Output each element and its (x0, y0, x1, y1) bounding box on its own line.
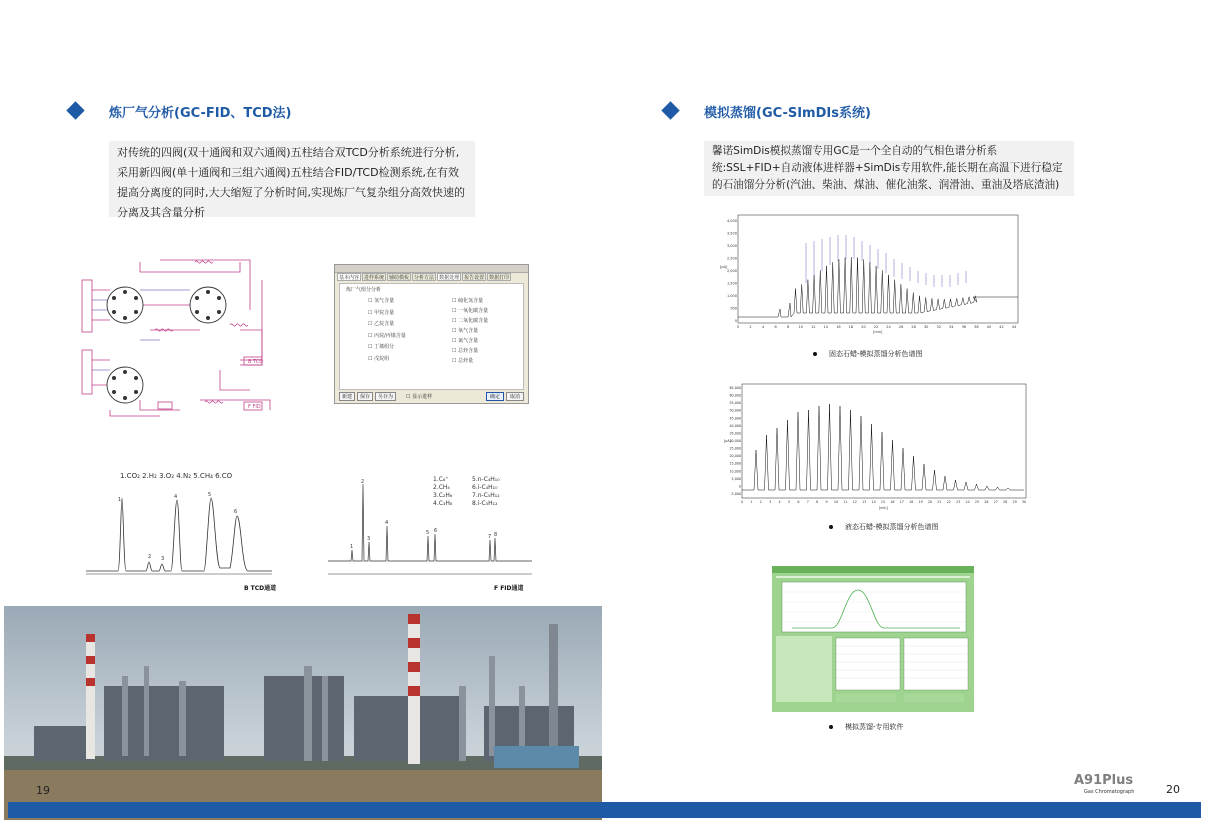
tab-injection[interactable]: 进样系统 (364, 275, 385, 281)
window-button-row (335, 392, 528, 401)
fid-detector-label: F FID (248, 404, 261, 410)
chart2-x-tick-label: 29 (1012, 500, 1017, 504)
chart2-y-tick-label: 55,000 (729, 401, 741, 406)
chart1-x-tick-label: 16 (836, 325, 841, 329)
option-item[interactable]: ☐ 丙烷/丙烯含量 (368, 332, 406, 339)
chart1-y-tick-label: 4,000 (726, 219, 737, 223)
chart2-x-tick-label: 27 (993, 500, 998, 504)
option-item[interactable]: ☐ 氮气含量 (452, 338, 479, 344)
chart2-x-tick-label: 6 (797, 500, 800, 504)
save-button[interactable]: 保存 (357, 392, 373, 401)
chart2-x-tick-label: 0 (740, 500, 744, 504)
tcd-chart-legend: 1.CO₂ 2.H₂ 3.O₂ 4.N₂ 5.CH₄ 6.CO (120, 472, 233, 480)
left-description: 对传统的四阀(双十通阀和双六通阀)五柱结合双TCD分析系统进行分析,采用新四阀(单十通阀和三组六通阀)五柱结合FID/TCD检测系统,在有效提高分离度的同时,大大缩短了分析时间,实现炼厂气复杂组分高效快速的分离及其含量分析 (109, 141, 475, 217)
chart2-y-tick-label: 15,000 (729, 461, 741, 466)
chart1-x-tick-label: 42 (999, 325, 1004, 329)
caption-solid-paraffin: 固态石蜡-模拟蒸馏分析色谱图 (813, 349, 923, 359)
chart2-x-tick-label: 8 (816, 500, 819, 504)
peak-label: 3 (161, 556, 165, 562)
left-page-number: 19 (36, 784, 50, 797)
option-item[interactable]: ☐ 一氧化碳含量 (452, 308, 489, 314)
right-description: 馨诺SimDis模拟蒸馏专用GC是一个全自动的气相色谱分析系统:SSL+FID+自动液体进样器+SimDis专用软件,能长期在高温下进行稳定的石油馏分分析(汽油、柴油、煤油、催化油浆、润滑油、重油及塔底渣油) (704, 141, 1074, 196)
peak-label: 6 (434, 528, 438, 534)
chart1-x-tick-label: 0 (736, 325, 740, 329)
chart2-x-tick-label: 11 (843, 500, 848, 504)
chart1-y-tick-label: 3,000 (726, 244, 737, 248)
window-titlebar (335, 265, 528, 273)
chart2-x-unit: [min] (879, 506, 888, 510)
chart2-x-tick-label: 12 (852, 500, 857, 504)
option-item[interactable]: ☐ 总烃含量 (452, 348, 479, 354)
chart2-x-tick-label: 22 (946, 500, 951, 504)
chart2-y-tick-label: 5,000 (731, 476, 741, 481)
tcd-channel-label: B TCD通道 (244, 585, 277, 592)
chart2-x-tick-label: 13 (862, 500, 867, 504)
options-group-title: 炼厂气组分分析 (346, 287, 382, 293)
chart2-y-tick-label: 40,000 (729, 423, 741, 428)
right-page-number: 20 (1166, 783, 1180, 796)
chart2-y-tick-label: 65,000 (729, 386, 741, 390)
option-item[interactable]: ☐ 甲烷含量 (368, 309, 395, 316)
peak-label: 6 (234, 509, 238, 515)
brand-subtitle: Gas Chromatograph (1084, 789, 1135, 795)
option-item[interactable]: ☐ 丁烯组分 (368, 344, 395, 350)
chart2-y-tick-label: 45,000 (729, 416, 741, 421)
chart2-x-tick-label: 25 (974, 500, 980, 504)
chart2-x-tick-label: 10 (833, 500, 839, 504)
peak-label: 1 (118, 497, 122, 503)
chart2-x-tick-label: 14 (871, 500, 876, 504)
chart2-x-tick-label: 5 (787, 500, 791, 504)
chart1-y-tick-label: 3,500 (726, 231, 737, 236)
option-item[interactable]: ☐ 氧气含量 (452, 328, 479, 334)
chart2-x-tick-label: 23 (956, 500, 961, 504)
chart1-x-tick-label: 20 (861, 325, 866, 329)
chart2-y-tick-label: 30,000 (729, 439, 741, 443)
chart2-x-tick-label: 1 (750, 500, 753, 504)
simdis-software-screenshot (772, 566, 974, 712)
chart2-x-tick-label: 15 (880, 500, 886, 504)
peak-label: 4 (174, 494, 178, 500)
option-item[interactable]: ☐ 氢气含量 (368, 298, 395, 304)
chart1-y-tick-label: 2,500 (726, 256, 737, 261)
fid-chromatogram (326, 476, 536, 582)
chart2-y-tick-label: -5,000 (730, 492, 741, 496)
chart2-y-tick-label: 50,000 (729, 408, 741, 413)
tab-basic[interactable]: 基本内容 (339, 275, 360, 281)
chart1-y-tick-label: 2,000 (726, 269, 737, 273)
peak-label: 5 (426, 530, 430, 536)
chart1-y-tick-label: 500 (730, 306, 737, 311)
chart2-y-tick-label: 35,000 (729, 431, 741, 436)
refinery-photo (4, 606, 602, 820)
chart2-x-tick-label: 16 (890, 500, 895, 504)
tcd-detector-label: B TCD (248, 359, 264, 365)
chart2-x-tick-label: 2 (759, 500, 762, 504)
option-item[interactable]: ☐ 乙烷含量 (368, 321, 395, 327)
chart2-x-tick-label: 7 (806, 500, 809, 504)
option-item[interactable]: ☐ 硫化氢含量 (452, 298, 484, 304)
new-button[interactable]: 新建 (339, 392, 355, 401)
liquid-paraffin-chromatogram (724, 382, 1030, 512)
show-injection-checkbox[interactable]: ☐ 显示进样 (406, 394, 433, 400)
chart2-x-tick-label: 9 (825, 500, 828, 504)
right-section-title: 模拟蒸馏(GC-SImDIs系统) (704, 106, 871, 121)
options-panel (339, 283, 524, 390)
chart2-y-tick-label: 0 (738, 484, 741, 489)
chart2-x-tick-label: 30 (1021, 500, 1027, 504)
chart1-x-tick-label: 6 (774, 325, 777, 329)
section-bullet-icon (66, 101, 84, 119)
left-section-title: 炼厂气分析(GC-FID、TCD法) (109, 106, 292, 121)
chart2-y-tick-label: 25,000 (729, 446, 741, 451)
tab-print[interactable]: 数据打印 (489, 275, 510, 281)
chart1-x-tick-label: 8 (787, 325, 790, 329)
chart1-x-tick-label: 44 (1011, 325, 1017, 329)
chart1-x-tick-label: 34 (949, 325, 954, 329)
option-item[interactable]: ☐ 总烃量 (452, 358, 474, 364)
chart1-x-tick-label: 4 (761, 325, 765, 329)
chart1-x-tick-label: 10 (798, 325, 803, 329)
chart1-x-tick-label: 14 (823, 325, 829, 329)
chart2-y-tick-label: 60,000 (729, 393, 741, 398)
chart2-x-tick-label: 26 (984, 500, 989, 504)
peak-label: 5 (208, 492, 212, 498)
chart2-x-tick-label: 18 (909, 500, 914, 504)
caption-simdis-software: 模拟蒸馏-专用软件 (829, 722, 904, 732)
chart1-x-tick-label: 26 (898, 325, 904, 329)
chart2-y-unit: [pA] (724, 439, 731, 443)
bottom-accent-bar (8, 802, 1201, 818)
section-bullet-icon (661, 101, 679, 119)
options-left-column (368, 296, 406, 365)
peak-label: 3 (367, 536, 371, 542)
peak-label: 7 (488, 534, 492, 540)
chart1-x-tick-label: 2 (749, 325, 752, 329)
tab-template[interactable]: 辅助模板 (389, 275, 410, 281)
fid-channel-label: F FID通道 (494, 585, 524, 592)
chart1-x-tick-label: 18 (848, 325, 854, 329)
chart1-x-tick-label: 40 (986, 325, 992, 329)
chart2-x-tick-label: 4 (778, 500, 781, 504)
chart1-x-tick-label: 30 (923, 325, 929, 329)
brand-logo: A91Plus (1074, 773, 1134, 788)
chart2-y-tick-label: 10,000 (729, 469, 741, 474)
ok-button[interactable]: 确定 (486, 392, 504, 401)
chart1-y-tick-label: 1,500 (726, 281, 737, 286)
chart1-x-tick-label: 22 (873, 325, 879, 329)
chart1-x-tick-label: 12 (811, 325, 816, 329)
window-tabs (335, 273, 528, 281)
chart1-y-tick-label: 1,000 (726, 294, 737, 298)
chart1-y-tick-label: 0 (734, 319, 737, 323)
solid-paraffin-chromatogram (718, 213, 1020, 335)
options-right-column (452, 296, 488, 366)
chart2-x-tick-label: 3 (769, 500, 772, 504)
chart2-x-tick-label: 28 (1003, 500, 1008, 504)
chart1-y-unit: [pA] (720, 265, 728, 269)
chart2-x-tick-label: 17 (899, 500, 904, 504)
chart1-x-tick-label: 36 (961, 325, 967, 329)
option-item[interactable]: ☐ 二氧化碳含量 (452, 318, 489, 324)
software-window (334, 264, 529, 404)
peak-label: 4 (385, 520, 389, 526)
tab-method[interactable]: 分析方法 (414, 275, 435, 281)
caption-liquid-paraffin: 液态石蜡-模拟蒸馏分析色谱图 (829, 522, 939, 532)
fid-legend-col2: 5.n-C₄H₁₀ 6.i-C₄H₁₀ 7.n-C₅H₁₂ 8.i-C₅H₁₂ (472, 476, 500, 507)
chart2-x-tick-label: 24 (965, 500, 970, 504)
chart2-x-tick-label: 19 (918, 500, 923, 504)
chart1-x-tick-label: 32 (936, 325, 941, 329)
chart1-x-tick-label: 38 (974, 325, 979, 329)
chart1-x-unit: [min] (873, 330, 883, 334)
chart2-x-tick-label: 21 (937, 500, 942, 504)
fid-legend-col1: 1.C₆⁺ 2.CH₄ 3.C₂H₆ 4.C₃H₈ (433, 476, 453, 507)
save-as-button[interactable]: 另存为 (375, 392, 396, 401)
tab-data[interactable]: 数据处理 (439, 275, 460, 281)
peak-label: 2 (361, 479, 365, 485)
peak-label: 2 (148, 554, 152, 560)
chart2-y-tick-label: 20,000 (729, 454, 741, 459)
peak-label: 1 (350, 544, 354, 550)
tcd-chromatogram (84, 486, 274, 582)
chart1-x-tick-label: 28 (911, 325, 916, 329)
tab-report[interactable]: 报告设置 (464, 275, 485, 281)
chart1-x-tick-label: 24 (886, 325, 891, 329)
peak-label: 8 (494, 532, 498, 538)
option-item[interactable]: ☐ 戊烷组 (368, 355, 390, 362)
chart2-x-tick-label: 20 (927, 500, 933, 504)
cancel-button[interactable]: 取消 (506, 392, 524, 401)
valve-diagram (80, 250, 280, 420)
